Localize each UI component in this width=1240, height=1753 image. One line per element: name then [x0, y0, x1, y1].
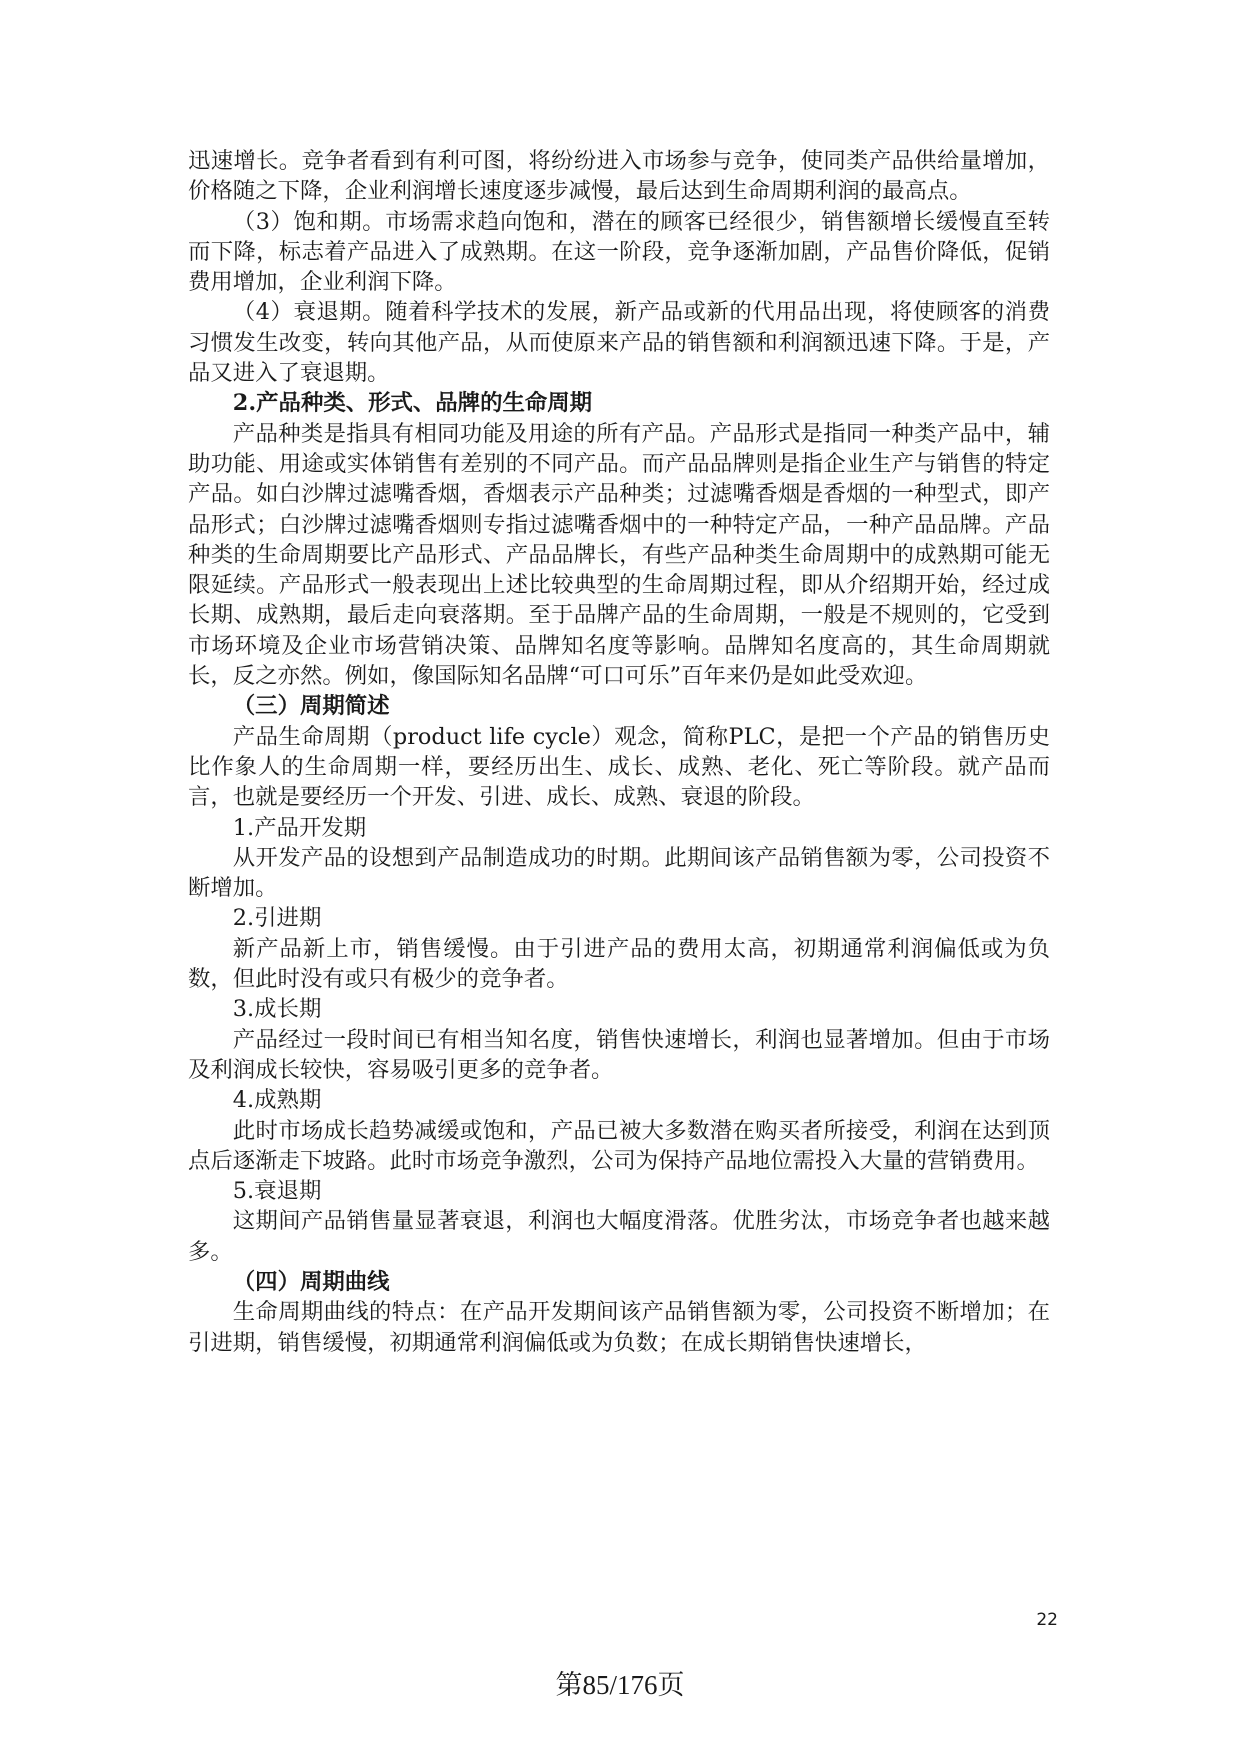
paragraph: 生命周期曲线的特点：在产品开发期间该产品销售额为零，公司投资不断增加；在引进期，销售缓慢，初期通常利润偏低或为负数；在成长期销售快速增长， — [188, 1299, 1050, 1356]
paragraph: 产品生命周期（product life cycle）观念，简称PLC，是把一个产品的销售历史比作象人的生命周期一样，要经历出生、成长、成熟、老化、死亡等阶段。就产品而言，也就是要经历一个开发、引进、成长、成熟、衰退的阶段。 — [188, 723, 1050, 811]
paragraph: 产品经过一段时间已有相当知名度，销售快速增长，利润也显著增加。但由于市场及利润成长较快，容易吸引更多的竞争者。 — [188, 1026, 1050, 1083]
paragraph: 这期间产品销售量显著衰退，利润也大幅度滑落。优胜劣汰，市场竞争者也越来越多。 — [188, 1208, 1050, 1265]
document-body — [188, 146, 1050, 1358]
subheading: 5.衰退期 — [232, 1178, 322, 1205]
paragraph: 产品种类是指具有相同功能及用途的所有产品。产品形式是指同一种类产品中，辅助功能、用途或实体销售有差别的不同产品。而产品品牌则是指企业生产与销售的特定产品。如白沙牌过滤嘴香烟，香烟表示产品种类；过滤嘴香烟是香烟的一种型式，即产品形式；白沙牌过滤嘴香烟则专指过滤嘴香烟中的一种特定产品，一种产品品牌。产品种类的生命周期要比产品形式、产品品牌长，有些产品种类生命周期中的成熟期可能无限延续。产品形式一般表现出上述比较典型的生命周期过程，即从介绍期开始，经过成长期、成熟期，最后走向衰落期。至于品牌产品的生命周期，一般是不规则的，它受到市场环境及企业市场营销决策、品牌知名度等影响。品牌知名度高的，其生命周期就长，反之亦然。例如，像国际知名品牌“可口可乐”百年来仍是如此受欢迎。 — [188, 420, 1050, 690]
paragraph: 此时市场成长趋势减缓或饱和，产品已被大多数潜在购买者所接受，利润在达到顶点后逐渐走下坡路。此时市场竞争激烈，公司为保持产品地位需投入大量的营销费用。 — [188, 1117, 1050, 1174]
section-heading: 2.产品种类、形式、品牌的生命周期 — [232, 390, 593, 417]
subheading: 3.成长期 — [232, 996, 322, 1023]
paragraph: （3）饱和期。市场需求趋向饱和，潜在的顾客已经很少，销售额增长缓慢直至转而下降，标志着产品进入了成熟期。在这一阶段，竞争逐渐加剧，产品售价降低，促销费用增加，企业利润下降。 — [188, 208, 1050, 296]
subheading: 4.成熟期 — [232, 1087, 322, 1114]
paragraph: （4）衰退期。随着科学技术的发展，新产品或新的代用品出现，将使顾客的消费习惯发生改变，转向其他产品，从而使原来产品的销售额和利润额迅速下降。于是，产品又进入了衰退期。 — [188, 299, 1050, 387]
paragraph: 从开发产品的设想到产品制造成功的时期。此期间该产品销售额为零，公司投资不断增加。 — [188, 844, 1050, 902]
subheading: 2.引进期 — [232, 905, 322, 932]
section-heading: （四）周期曲线 — [232, 1268, 390, 1295]
page-number: 22 — [1036, 1610, 1058, 1630]
page-footer: 第85/176页 — [555, 1670, 685, 1700]
section-heading: （三）周期简述 — [232, 693, 390, 720]
subheading: 1.产品开发期 — [232, 814, 367, 841]
paragraph: 新产品新上市，销售缓慢。由于引进产品的费用太高，初期通常利润偏低或为负数，但此时没有或只有极少的竞争者。 — [188, 935, 1050, 993]
paragraph: 迅速增长。竞争者看到有利可图，将纷纷进入市场参与竞争，使同类产品供给量增加，价格随之下降，企业利润增长速度逐步减慢，最后达到生命周期利润的最高点。 — [188, 148, 1050, 205]
